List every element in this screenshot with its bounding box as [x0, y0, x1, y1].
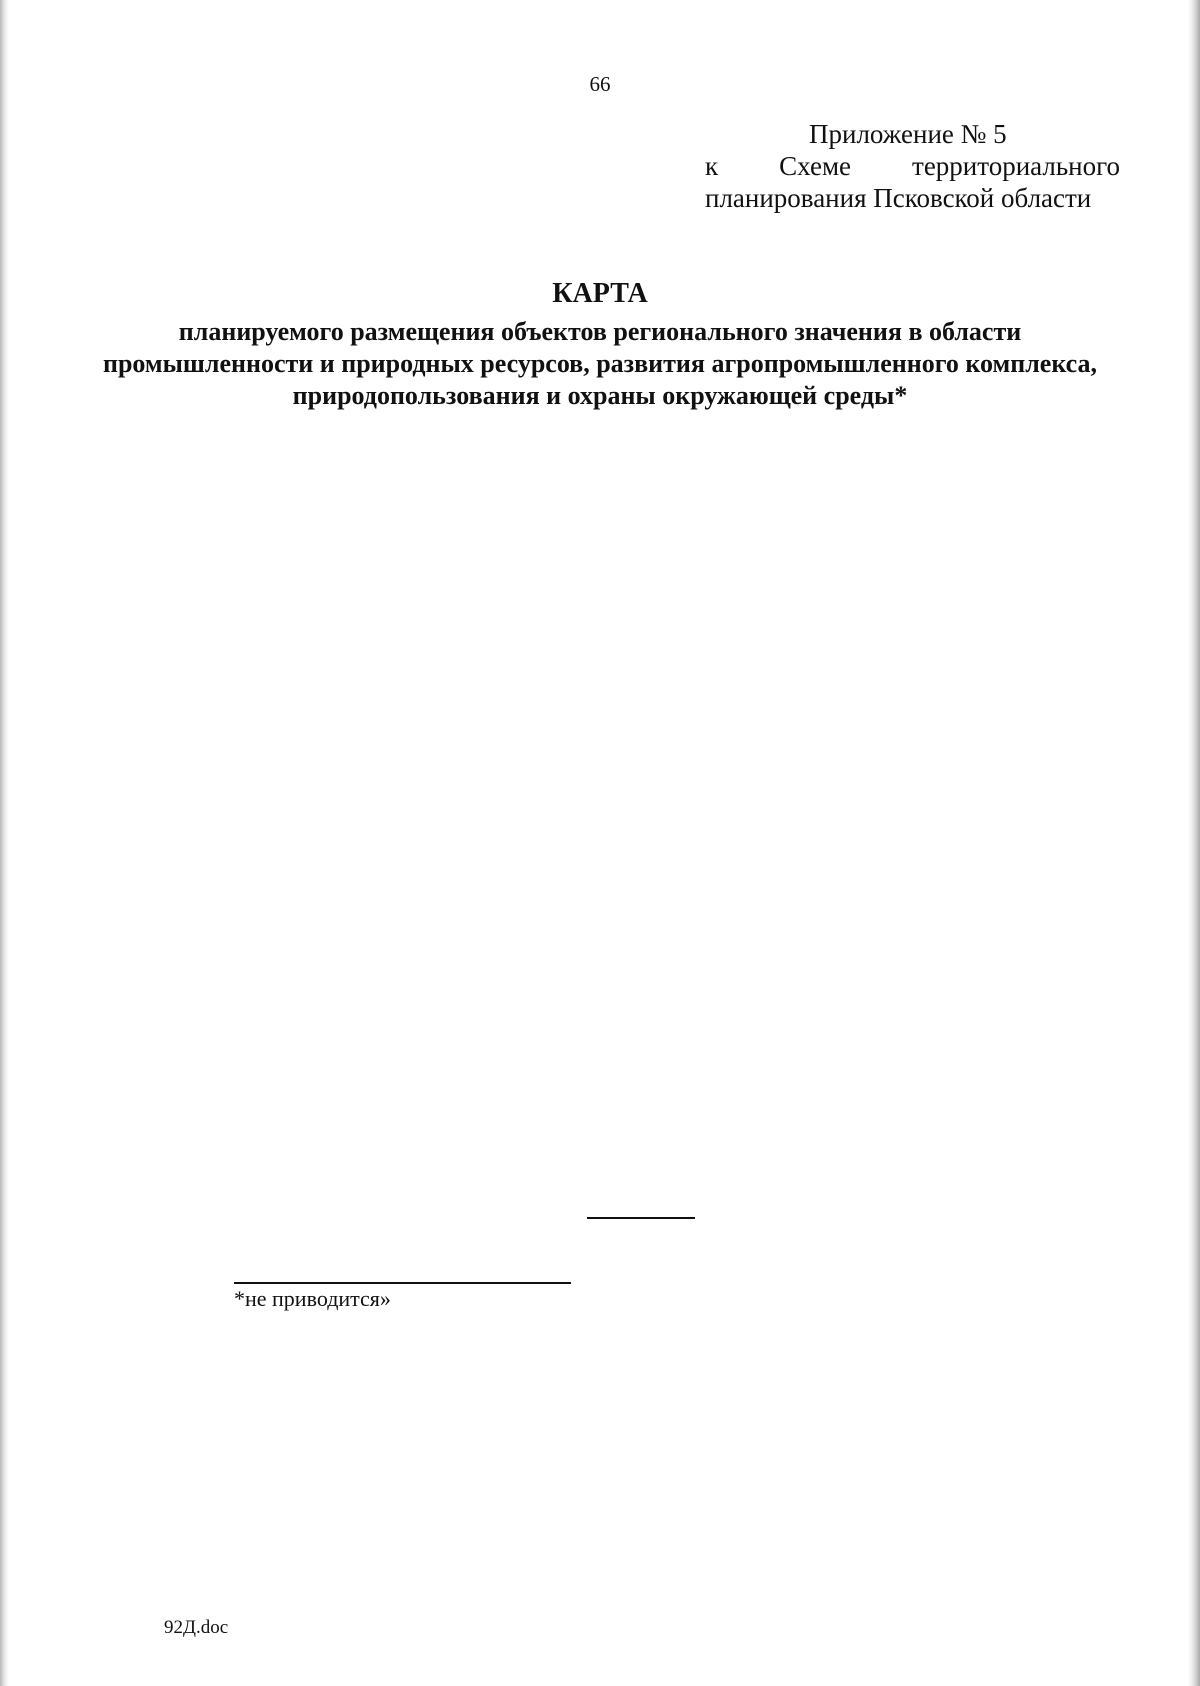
scan-edge-right — [1188, 0, 1200, 1686]
separator-line — [587, 1217, 695, 1219]
appendix-title: Приложение № 5 — [809, 119, 1007, 149]
scan-edge-left — [0, 0, 9, 1686]
footnote-rule — [234, 1282, 571, 1284]
map-heading: КАРТА — [552, 278, 648, 309]
map-subtitle: планируемого размещения объектов регионального значения в области промышленности и природных ресурсов, развития агропромышленного комплекса, природопользования и охраны окружающей среды* — [102, 317, 1098, 410]
appendix-reference-line — [705, 150, 1120, 182]
appendix-region-line: планирования Псковской области — [705, 183, 1092, 213]
file-name: 92Д.doc — [164, 1617, 229, 1638]
appendix-word-k: к — [705, 151, 719, 181]
appendix-word-scheme: Схеме — [779, 151, 852, 181]
appendix-word-territorial: территориального — [912, 151, 1120, 181]
appendix-block — [705, 118, 1120, 214]
page-number: 66 — [589, 72, 611, 96]
footnote-text: *не приводится» — [234, 1286, 391, 1311]
